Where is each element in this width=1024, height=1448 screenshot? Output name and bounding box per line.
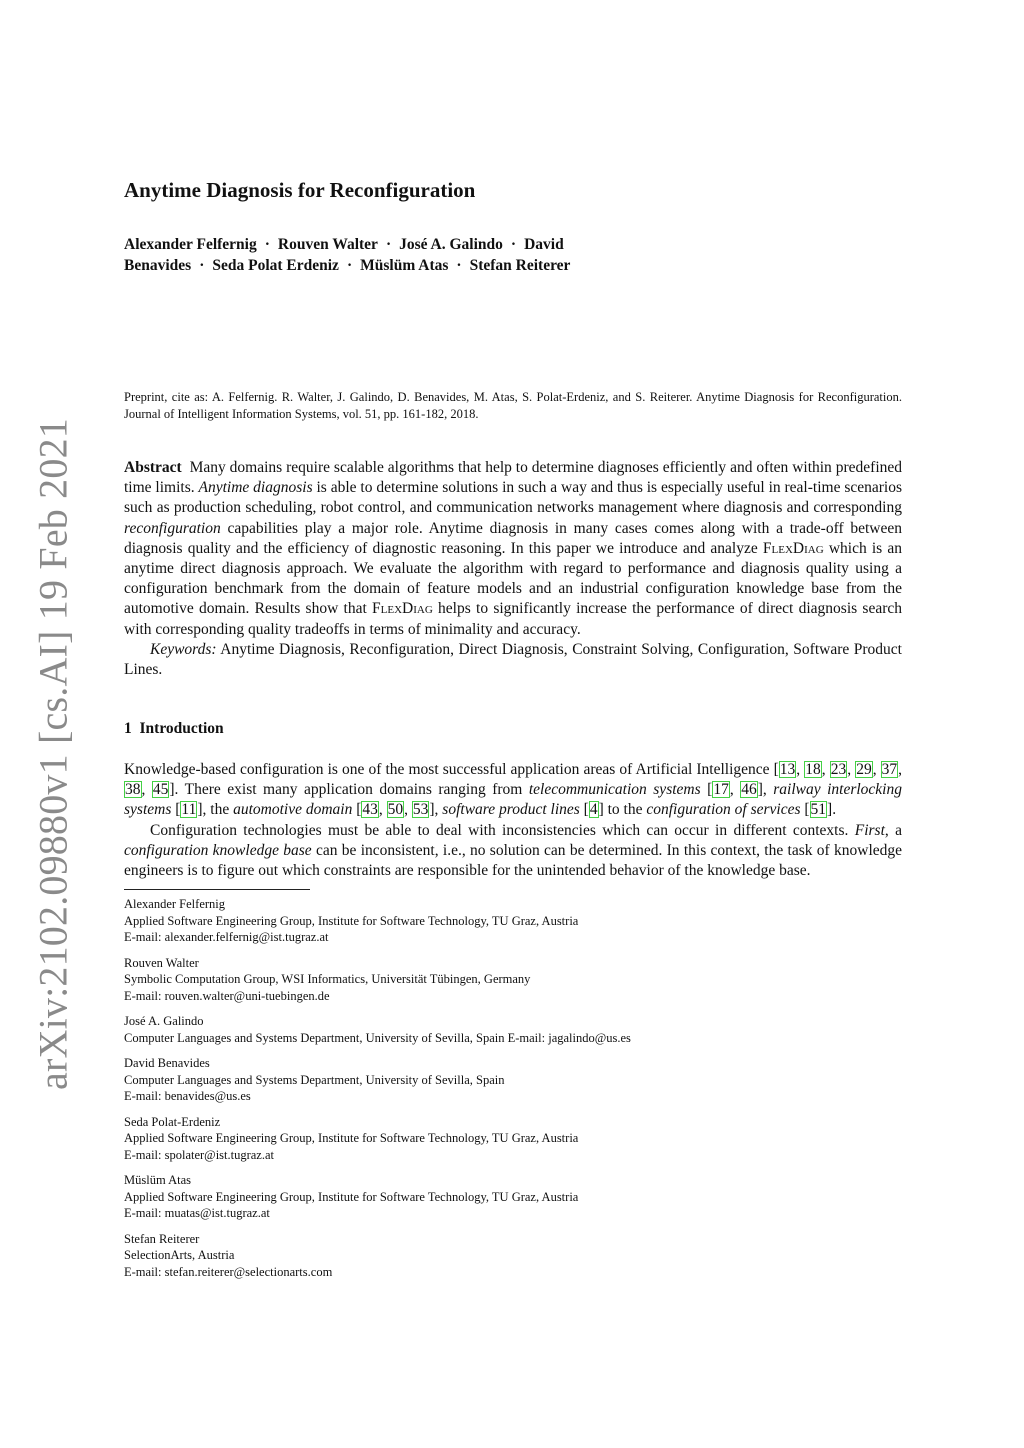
body-emphasis: configuration knowledge base — [124, 841, 312, 859]
affiliation-name: Seda Polat-Erdeniz — [124, 1114, 221, 1129]
author-name: Rouven Walter — [277, 236, 378, 253]
affiliation-block — [124, 896, 902, 946]
section-heading — [124, 720, 902, 738]
affiliation-block — [124, 1055, 902, 1105]
body-text: Configuration technologies must be able to deal with inconsistencies which can occur in different contexts. — [150, 821, 849, 839]
citation-link[interactable]: 13 — [779, 761, 796, 778]
abstract — [124, 458, 902, 680]
author-line-2 — [124, 255, 902, 276]
affiliation-institution: SelectionArts, Austria — [124, 1248, 235, 1262]
author-name: Stefan Reiterer — [469, 257, 571, 274]
abstract-text: Many domains require scalable algorithms that help to determine diagnoses efficiently and often within predefined time limits. — [124, 459, 903, 497]
arxiv-identifier — [30, 418, 76, 1090]
citation-link[interactable]: 18 — [805, 761, 821, 778]
author-name: Seda Polat Erdeniz — [212, 257, 339, 274]
algorithm-name: FlexDiag — [762, 539, 824, 557]
keywords-text: Anytime Diagnosis, Reconfiguration, Direct Diagnosis, Constraint Solving, Configuration, Software Product Lines. — [124, 640, 902, 679]
author-separator: · — [510, 236, 517, 253]
citation-link[interactable]: 38 — [125, 781, 141, 799]
abstract-text: is able to determine solutions in such a way and thus is especially useful in real-time scenarios such as production scheduling, robot control, and communication networks management where diagnosis and corresponding — [124, 479, 903, 517]
affiliation-email: E-mail: benavides@us.es — [124, 1089, 251, 1103]
intro-paragraph-1: Knowledge-based configuration is one of the most successful application areas of Artificial Intelligence [13, 18, 23, 29, 37, 38, 45]. There exist many application domains ranging from telecommunication systems [17, 46], railway interlocking systems [11], the automotive domain [43, 50, 53], software product lines [4] to the configuration of services [51]. — [124, 761, 903, 819]
section-title: Introduction — [139, 720, 224, 737]
author-separator: · — [385, 236, 392, 253]
citation-link[interactable]: 43 — [362, 801, 378, 819]
citation-link[interactable]: 29 — [856, 761, 872, 778]
body-text: ] to the — [598, 801, 643, 819]
affiliation-email: E-mail: alexander.felfernig@ist.tugraz.at — [124, 930, 329, 944]
citation-link[interactable]: 53 — [412, 801, 429, 819]
body-text: ]. There exist many application domains ranging from — [169, 781, 523, 799]
author-separator: · — [264, 236, 270, 253]
affiliation-block — [124, 1114, 902, 1164]
citation-link[interactable]: 37 — [881, 761, 898, 778]
abstract-emphasis: reconfiguration — [124, 519, 221, 537]
preprint-citation-note: Preprint, cite as: A. Felfernig. R. Walter, J. Galindo, D. Benavides, M. Atas, S. Polat-Erdeniz, and S. Reiterer. Anytime Diagnosis for Reconfiguration. Journal of Intelligent Information Systems, vol. 51, pp. 161-182, 2018. — [124, 390, 902, 421]
introduction-body — [124, 760, 902, 881]
citation-link[interactable]: 23 — [830, 761, 847, 778]
affiliation-block — [124, 1172, 902, 1222]
algorithm-name: FlexDiag — [372, 600, 433, 618]
body-text: Knowledge-based configuration is one of the most successful application areas of Artificial Intelligence [ — [124, 761, 779, 778]
body-text: can be inconsistent, i.e., no solution can be determined. In this context, the task of knowledge engineers is to figure out which constraints are responsible for the unintended behavior of the knowledge base. — [124, 841, 903, 880]
citation-link[interactable]: 46 — [741, 781, 757, 799]
affiliation-name: David Benavides — [124, 1056, 210, 1070]
citation-link[interactable]: 45 — [152, 781, 169, 799]
affiliation-name: Alexander Felfernig — [124, 897, 226, 911]
affiliation-institution: Applied Software Engineering Group, Institute for Software Technology, TU Graz, Austria — [124, 913, 579, 928]
affiliation-name: Stefan Reiterer — [124, 1231, 200, 1246]
affiliation-institution: Computer Languages and Systems Department, University of Sevilla, Spain E-mail: jagalindo@us.es — [124, 1030, 631, 1045]
abstract-text: helps to significantly increase the performance of direct diagnosis search with corresponding quality tradeoffs in terms of minimality and accuracy. — [124, 600, 903, 638]
body-emphasis: railway interlocking systems — [124, 781, 902, 819]
author-name: Müslüm Atas — [360, 257, 449, 274]
body-emphasis: software product lines — [442, 801, 580, 819]
author-line-1 — [124, 234, 902, 255]
arxiv-identifier-text: arXiv:2102.09880v1 [cs.AI] 19 Feb 2021 — [30, 418, 76, 1090]
citation-link[interactable]: 50 — [387, 801, 404, 819]
author-separator: · — [456, 257, 462, 274]
body-emphasis: First — [854, 821, 885, 839]
author-name: Alexander Felfernig — [124, 236, 257, 253]
author-separator: · — [346, 257, 353, 274]
keywords — [124, 640, 902, 680]
affiliation-institution: Applied Software Engineering Group, Institute for Software Technology, TU Graz, Austria — [124, 1131, 579, 1145]
footnote-rule — [124, 889, 310, 890]
citation-link[interactable]: 11 — [181, 801, 197, 819]
affiliation-name: José A. Galindo — [124, 1014, 204, 1028]
affiliation-institution: Applied Software Engineering Group, Institute for Software Technology, TU Graz, Austria — [124, 1189, 579, 1204]
affiliation-name: Müslüm Atas — [124, 1173, 192, 1187]
affiliation-institution: Symbolic Computation Group, WSI Informatics, Universität Tübingen, Germany — [124, 972, 531, 986]
body-emphasis: automotive domain — [233, 801, 353, 819]
abstract-text: capabilities play a major role. Anytime diagnosis in many cases comes along with a trade-off between diagnosis quality and the efficiency of diagnostic reasoning. In this paper we introduce and analyze — [124, 519, 902, 557]
affiliation-email: E-mail: muatas@ist.tugraz.at — [124, 1206, 270, 1220]
affiliation-email: E-mail: spolater@ist.tugraz.at — [124, 1147, 275, 1162]
citation-link[interactable]: 4 — [589, 801, 598, 819]
author-separator: · — [199, 257, 205, 274]
affiliation-institution: Computer Languages and Systems Department, University of Sevilla, Spain — [124, 1072, 505, 1087]
affiliation-block — [124, 1013, 902, 1046]
author-name: David — [524, 236, 564, 253]
author-list — [124, 234, 902, 276]
affiliation-name: Rouven Walter — [124, 955, 199, 970]
affiliation-block — [124, 955, 902, 1005]
abstract-label: Abstract — [124, 459, 182, 476]
body-emphasis: telecommunication systems — [528, 781, 701, 799]
citation-link[interactable]: 17 — [713, 781, 729, 799]
affiliation-email: E-mail: rouven.walter@uni-tuebingen.de — [124, 988, 330, 1003]
author-name: Benavides — [124, 257, 192, 274]
affiliation-email: E-mail: stefan.reiterer@selectionarts.com — [124, 1264, 333, 1279]
author-name: José A. Galindo — [399, 236, 503, 253]
intro-paragraph-2: Configuration technologies must be able to deal with inconsistencies which can occur in different contexts. First, a configuration knowledge base can be inconsistent, i.e., no solution can be determined. In this context, the task of knowledge engineers is to figure out which constraints are responsible for the unintended behavior of the knowledge base. — [124, 821, 903, 880]
body-emphasis: configuration of services — [646, 801, 801, 819]
keywords-label: Keywords: — [150, 640, 217, 658]
abstract-paragraph — [124, 458, 902, 640]
citation-link[interactable]: 51 — [810, 801, 827, 819]
body-text: , the — [202, 801, 230, 819]
affiliation-block — [124, 1231, 902, 1281]
author-affiliations — [124, 896, 902, 1289]
paper-title: Anytime Diagnosis for Reconfiguration — [124, 178, 476, 202]
section-number: 1 — [124, 720, 132, 737]
abstract-emphasis: Anytime diagnosis — [198, 479, 313, 497]
abstract-text: which is an anytime direct diagnosis approach. We evaluate the algorithm with regard to performance and diagnosis quality using a configuration benchmark from the domain of feature models and an industrial configuration knowledge base from the automotive domain. Results show that — [124, 539, 903, 618]
